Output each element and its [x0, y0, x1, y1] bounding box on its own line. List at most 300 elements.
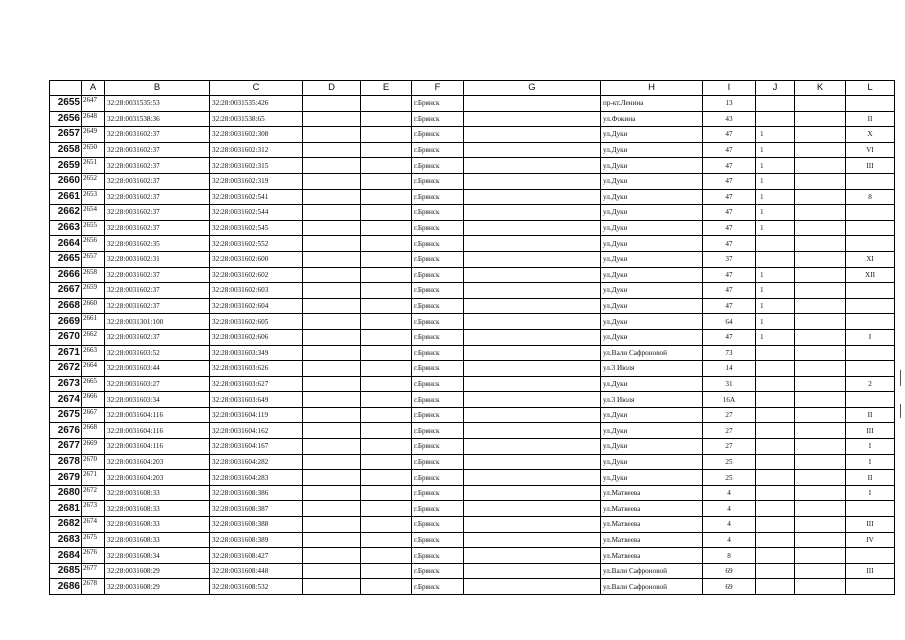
cell-a[interactable]: 2660 [82, 298, 105, 314]
cell-h[interactable]: ул.Дуки [601, 423, 703, 439]
cell-f[interactable]: г.Брянск [412, 142, 464, 158]
column-header[interactable]: L [846, 81, 895, 96]
cell-c[interactable]: 32:28:0031602:544 [210, 205, 303, 221]
cell-f[interactable]: г.Брянск [412, 470, 464, 486]
cell-e[interactable] [361, 563, 412, 579]
cell-f[interactable]: г.Брянск [412, 329, 464, 345]
row-number[interactable]: 2665 [50, 251, 82, 267]
cell-j[interactable]: 1 [756, 283, 795, 299]
cell-g[interactable] [464, 329, 601, 345]
row-number[interactable]: 2675 [50, 407, 82, 423]
cell-b[interactable]: 32:28:0031608:33 [105, 532, 210, 548]
row-number[interactable]: 2664 [50, 236, 82, 252]
cell-a[interactable]: 2647 [82, 96, 105, 112]
row-number[interactable]: 2683 [50, 532, 82, 548]
cell-a[interactable]: 2656 [82, 236, 105, 252]
cell-j[interactable] [756, 532, 795, 548]
cell-g[interactable] [464, 517, 601, 533]
cell-g[interactable] [464, 532, 601, 548]
cell-k[interactable] [795, 548, 846, 564]
cell-h[interactable]: пр-кт.Ленина [601, 96, 703, 112]
cell-k[interactable] [795, 158, 846, 174]
cell-a[interactable]: 2661 [82, 314, 105, 330]
cell-e[interactable] [361, 220, 412, 236]
cell-h[interactable]: ул.Вали Сафроновой [601, 563, 703, 579]
row-number[interactable]: 2677 [50, 439, 82, 455]
cell-l[interactable]: II [846, 111, 895, 127]
cell-c[interactable]: 32:28:0031603:627 [210, 376, 303, 392]
cell-h[interactable]: ул.Дуки [601, 283, 703, 299]
cell-l[interactable] [846, 501, 895, 517]
cell-f[interactable]: г.Брянск [412, 236, 464, 252]
cell-a[interactable]: 2662 [82, 329, 105, 345]
cell-d[interactable] [303, 454, 361, 470]
cell-g[interactable] [464, 220, 601, 236]
cell-d[interactable] [303, 314, 361, 330]
cell-j[interactable]: 1 [756, 127, 795, 143]
cell-h[interactable]: ул.Матвеева [601, 532, 703, 548]
cell-c[interactable]: 32:28:0031608:427 [210, 548, 303, 564]
cell-k[interactable] [795, 111, 846, 127]
cell-i[interactable]: 4 [703, 517, 756, 533]
cell-a[interactable]: 2654 [82, 205, 105, 221]
cell-d[interactable] [303, 563, 361, 579]
cell-k[interactable] [795, 563, 846, 579]
cell-b[interactable]: 32:28:0031608:33 [105, 517, 210, 533]
cell-g[interactable] [464, 314, 601, 330]
cell-d[interactable] [303, 345, 361, 361]
cell-g[interactable] [464, 376, 601, 392]
cell-h[interactable]: ул.Дуки [601, 236, 703, 252]
row-number[interactable]: 2663 [50, 220, 82, 236]
cell-l[interactable]: I [846, 485, 895, 501]
cell-d[interactable] [303, 127, 361, 143]
column-header[interactable]: F [412, 81, 464, 96]
cell-a[interactable]: 2668 [82, 423, 105, 439]
cell-l[interactable] [846, 548, 895, 564]
cell-c[interactable]: 32:28:0031535:426 [210, 96, 303, 112]
cell-e[interactable] [361, 111, 412, 127]
cell-a[interactable]: 2655 [82, 220, 105, 236]
cell-b[interactable]: 32:28:0031608:29 [105, 579, 210, 595]
cell-g[interactable] [464, 407, 601, 423]
cell-e[interactable] [361, 283, 412, 299]
cell-c[interactable]: 32:28:0031602:319 [210, 173, 303, 189]
cell-h[interactable]: ул.Дуки [601, 439, 703, 455]
cell-b[interactable]: 32:28:0031608:33 [105, 485, 210, 501]
cell-i[interactable]: 47 [703, 142, 756, 158]
cell-j[interactable] [756, 96, 795, 112]
cell-b[interactable]: 32:28:0031608:33 [105, 501, 210, 517]
cell-k[interactable] [795, 314, 846, 330]
cell-g[interactable] [464, 283, 601, 299]
cell-a[interactable]: 2657 [82, 251, 105, 267]
cell-c[interactable]: 32:28:0031602:541 [210, 189, 303, 205]
cell-g[interactable] [464, 485, 601, 501]
cell-a[interactable]: 2677 [82, 563, 105, 579]
cell-h[interactable]: ул.Вали Сафроновой [601, 345, 703, 361]
cell-b[interactable]: 32:28:0031603:27 [105, 376, 210, 392]
column-header[interactable]: C [210, 81, 303, 96]
cell-a[interactable]: 2671 [82, 470, 105, 486]
cell-c[interactable]: 32:28:0031602:605 [210, 314, 303, 330]
cell-h[interactable]: ул.Дуки [601, 158, 703, 174]
cell-f[interactable]: г.Брянск [412, 298, 464, 314]
cell-k[interactable] [795, 376, 846, 392]
cell-g[interactable] [464, 173, 601, 189]
cell-j[interactable] [756, 361, 795, 377]
cell-b[interactable]: 32:28:0031602:37 [105, 127, 210, 143]
cell-c[interactable]: 32:28:0031602:308 [210, 127, 303, 143]
cell-l[interactable]: 8 [846, 189, 895, 205]
cell-e[interactable] [361, 236, 412, 252]
cell-h[interactable]: ул.Дуки [601, 205, 703, 221]
cell-e[interactable] [361, 96, 412, 112]
column-header[interactable]: E [361, 81, 412, 96]
row-number[interactable]: 2682 [50, 517, 82, 533]
cell-a[interactable]: 2659 [82, 283, 105, 299]
cell-i[interactable]: 4 [703, 501, 756, 517]
cell-d[interactable] [303, 361, 361, 377]
cell-l[interactable] [846, 220, 895, 236]
column-header[interactable]: D [303, 81, 361, 96]
cell-h[interactable]: ул.Дуки [601, 267, 703, 283]
cell-l[interactable]: III [846, 423, 895, 439]
cell-g[interactable] [464, 127, 601, 143]
cell-b[interactable]: 32:28:0031608:29 [105, 563, 210, 579]
cell-k[interactable] [795, 329, 846, 345]
cell-i[interactable]: 13 [703, 96, 756, 112]
cell-i[interactable]: 27 [703, 439, 756, 455]
cell-k[interactable] [795, 423, 846, 439]
cell-c[interactable]: 32:28:0031602:552 [210, 236, 303, 252]
cell-b[interactable]: 32:28:0031602:37 [105, 298, 210, 314]
cell-i[interactable]: 25 [703, 454, 756, 470]
column-header[interactable]: H [601, 81, 703, 96]
cell-l[interactable] [846, 205, 895, 221]
cell-j[interactable]: 1 [756, 142, 795, 158]
cell-h[interactable]: ул.Вали Сафроновой [601, 579, 703, 595]
cell-g[interactable] [464, 579, 601, 595]
cell-c[interactable]: 32:28:0031602:600 [210, 251, 303, 267]
cell-f[interactable]: г.Брянск [412, 376, 464, 392]
cell-b[interactable]: 32:28:0031602:37 [105, 158, 210, 174]
cell-i[interactable]: 47 [703, 173, 756, 189]
cell-j[interactable]: 1 [756, 329, 795, 345]
cell-c[interactable]: 32:28:0031608:387 [210, 501, 303, 517]
cell-b[interactable]: 32:28:0031538:36 [105, 111, 210, 127]
cell-j[interactable] [756, 236, 795, 252]
cell-b[interactable]: 32:28:0031602:37 [105, 205, 210, 221]
cell-i[interactable]: 16А [703, 392, 756, 408]
cell-l[interactable]: XII [846, 267, 895, 283]
cell-c[interactable]: 32:28:0031602:315 [210, 158, 303, 174]
cell-f[interactable]: г.Брянск [412, 251, 464, 267]
cell-j[interactable]: 1 [756, 220, 795, 236]
row-number[interactable]: 2660 [50, 173, 82, 189]
cell-j[interactable] [756, 439, 795, 455]
cell-a[interactable]: 2675 [82, 532, 105, 548]
cell-f[interactable]: г.Брянск [412, 158, 464, 174]
column-header[interactable]: A [82, 81, 105, 96]
cell-k[interactable] [795, 439, 846, 455]
cell-l[interactable] [846, 345, 895, 361]
cell-e[interactable] [361, 548, 412, 564]
cell-d[interactable] [303, 548, 361, 564]
row-number[interactable]: 2658 [50, 142, 82, 158]
cell-h[interactable]: ул.Дуки [601, 220, 703, 236]
cell-b[interactable]: 32:28:0031602:31 [105, 251, 210, 267]
cell-e[interactable] [361, 439, 412, 455]
cell-d[interactable] [303, 220, 361, 236]
cell-i[interactable]: 69 [703, 579, 756, 595]
cell-k[interactable] [795, 579, 846, 595]
cell-g[interactable] [464, 470, 601, 486]
cell-c[interactable]: 32:28:0031604:167 [210, 439, 303, 455]
row-number[interactable]: 2662 [50, 205, 82, 221]
cell-e[interactable] [361, 579, 412, 595]
cell-j[interactable] [756, 423, 795, 439]
cell-d[interactable] [303, 376, 361, 392]
cell-b[interactable]: 32:28:0031602:35 [105, 236, 210, 252]
cell-g[interactable] [464, 142, 601, 158]
cell-j[interactable]: 1 [756, 205, 795, 221]
cell-g[interactable] [464, 423, 601, 439]
cell-d[interactable] [303, 485, 361, 501]
cell-l[interactable] [846, 392, 895, 408]
cell-c[interactable]: 32:28:0031602:603 [210, 283, 303, 299]
cell-c[interactable]: 32:28:0031602:312 [210, 142, 303, 158]
cell-h[interactable]: ул.Дуки [601, 454, 703, 470]
row-number[interactable]: 2668 [50, 298, 82, 314]
cell-e[interactable] [361, 142, 412, 158]
cell-h[interactable]: ул.Дуки [601, 470, 703, 486]
cell-i[interactable]: 47 [703, 220, 756, 236]
cell-d[interactable] [303, 283, 361, 299]
cell-k[interactable] [795, 267, 846, 283]
cell-b[interactable]: 32:28:0031604:116 [105, 439, 210, 455]
cell-j[interactable] [756, 470, 795, 486]
row-number[interactable]: 2673 [50, 376, 82, 392]
cell-k[interactable] [795, 142, 846, 158]
cell-a[interactable]: 2665 [82, 376, 105, 392]
cell-k[interactable] [795, 173, 846, 189]
row-number[interactable]: 2681 [50, 501, 82, 517]
cell-b[interactable]: 32:28:0031602:37 [105, 142, 210, 158]
cell-c[interactable]: 32:28:0031602:602 [210, 267, 303, 283]
cell-d[interactable] [303, 251, 361, 267]
cell-f[interactable]: г.Брянск [412, 485, 464, 501]
cell-j[interactable]: 1 [756, 267, 795, 283]
cell-k[interactable] [795, 501, 846, 517]
cell-e[interactable] [361, 423, 412, 439]
cell-e[interactable] [361, 205, 412, 221]
cell-h[interactable]: ул.Фокина [601, 111, 703, 127]
cell-c[interactable]: 32:28:0031608:389 [210, 532, 303, 548]
row-number[interactable]: 2657 [50, 127, 82, 143]
cell-a[interactable]: 2667 [82, 407, 105, 423]
cell-k[interactable] [795, 189, 846, 205]
cell-l[interactable]: II [846, 407, 895, 423]
cell-h[interactable]: ул.Дуки [601, 376, 703, 392]
cell-d[interactable] [303, 111, 361, 127]
row-number[interactable]: 2684 [50, 548, 82, 564]
cell-k[interactable] [795, 345, 846, 361]
cell-k[interactable] [795, 392, 846, 408]
cell-i[interactable]: 4 [703, 532, 756, 548]
cell-j[interactable]: 1 [756, 173, 795, 189]
cell-i[interactable]: 47 [703, 283, 756, 299]
cell-d[interactable] [303, 236, 361, 252]
cell-g[interactable] [464, 345, 601, 361]
cell-a[interactable]: 2658 [82, 267, 105, 283]
cell-a[interactable]: 2670 [82, 454, 105, 470]
cell-b[interactable]: 32:28:0031535:53 [105, 96, 210, 112]
cell-c[interactable]: 32:28:0031604:283 [210, 470, 303, 486]
cell-j[interactable] [756, 111, 795, 127]
cell-a[interactable]: 2653 [82, 189, 105, 205]
cell-h[interactable]: ул.Дуки [601, 407, 703, 423]
cell-l[interactable]: I [846, 439, 895, 455]
cell-k[interactable] [795, 454, 846, 470]
cell-j[interactable]: 1 [756, 314, 795, 330]
cell-h[interactable]: ул.Матвеева [601, 501, 703, 517]
cell-l[interactable]: XI [846, 251, 895, 267]
cell-g[interactable] [464, 563, 601, 579]
cell-e[interactable] [361, 485, 412, 501]
cell-f[interactable]: г.Брянск [412, 392, 464, 408]
cell-c[interactable]: 32:28:0031608:388 [210, 517, 303, 533]
cell-l[interactable] [846, 298, 895, 314]
row-number[interactable]: 2685 [50, 563, 82, 579]
cell-g[interactable] [464, 361, 601, 377]
cell-e[interactable] [361, 158, 412, 174]
cell-k[interactable] [795, 127, 846, 143]
cell-g[interactable] [464, 251, 601, 267]
cell-b[interactable]: 32:28:0031602:37 [105, 329, 210, 345]
row-number[interactable]: 2672 [50, 361, 82, 377]
row-number[interactable]: 2674 [50, 392, 82, 408]
cell-i[interactable]: 47 [703, 236, 756, 252]
cell-e[interactable] [361, 127, 412, 143]
cell-l[interactable]: I [846, 329, 895, 345]
cell-k[interactable] [795, 220, 846, 236]
cell-k[interactable] [795, 532, 846, 548]
cell-f[interactable]: г.Брянск [412, 189, 464, 205]
cell-f[interactable]: г.Брянск [412, 267, 464, 283]
cell-i[interactable]: 31 [703, 376, 756, 392]
cell-c[interactable]: 32:28:0031603:349 [210, 345, 303, 361]
cell-l[interactable] [846, 314, 895, 330]
row-number[interactable]: 2680 [50, 485, 82, 501]
cell-i[interactable]: 25 [703, 470, 756, 486]
cell-j[interactable] [756, 454, 795, 470]
cell-j[interactable] [756, 251, 795, 267]
cell-d[interactable] [303, 579, 361, 595]
column-header[interactable]: K [795, 81, 846, 96]
cell-e[interactable] [361, 345, 412, 361]
cell-a[interactable]: 2674 [82, 517, 105, 533]
cell-e[interactable] [361, 361, 412, 377]
cell-b[interactable]: 32:28:0031604:203 [105, 454, 210, 470]
cell-e[interactable] [361, 532, 412, 548]
cell-f[interactable]: г.Брянск [412, 127, 464, 143]
cell-l[interactable] [846, 96, 895, 112]
cell-a[interactable]: 2649 [82, 127, 105, 143]
cell-d[interactable] [303, 392, 361, 408]
cell-c[interactable]: 32:28:0031604:162 [210, 423, 303, 439]
cell-b[interactable]: 32:28:0031301:100 [105, 314, 210, 330]
cell-d[interactable] [303, 189, 361, 205]
cell-k[interactable] [795, 205, 846, 221]
row-number[interactable]: 2655 [50, 96, 82, 112]
cell-b[interactable]: 32:28:0031603:52 [105, 345, 210, 361]
cell-l[interactable] [846, 236, 895, 252]
cell-c[interactable]: 32:28:0031608:386 [210, 485, 303, 501]
cell-j[interactable] [756, 485, 795, 501]
cell-f[interactable]: г.Брянск [412, 314, 464, 330]
cell-f[interactable]: г.Брянск [412, 454, 464, 470]
cell-f[interactable]: г.Брянск [412, 517, 464, 533]
column-header[interactable]: J [756, 81, 795, 96]
cell-c[interactable]: 32:28:0031602:545 [210, 220, 303, 236]
cell-e[interactable] [361, 173, 412, 189]
cell-j[interactable] [756, 345, 795, 361]
cell-j[interactable] [756, 392, 795, 408]
cell-e[interactable] [361, 376, 412, 392]
cell-h[interactable]: ул.Дуки [601, 142, 703, 158]
cell-b[interactable]: 32:28:0031602:37 [105, 220, 210, 236]
cell-a[interactable]: 2672 [82, 485, 105, 501]
cell-h[interactable]: ул.Дуки [601, 329, 703, 345]
cell-g[interactable] [464, 236, 601, 252]
column-header[interactable]: I [703, 81, 756, 96]
cell-d[interactable] [303, 501, 361, 517]
row-number[interactable]: 2669 [50, 314, 82, 330]
cell-i[interactable]: 47 [703, 298, 756, 314]
cell-f[interactable]: г.Брянск [412, 501, 464, 517]
cell-d[interactable] [303, 267, 361, 283]
cell-a[interactable]: 2650 [82, 142, 105, 158]
cell-j[interactable] [756, 579, 795, 595]
cell-l[interactable]: III [846, 158, 895, 174]
cell-i[interactable]: 14 [703, 361, 756, 377]
cell-g[interactable] [464, 298, 601, 314]
cell-g[interactable] [464, 158, 601, 174]
cell-a[interactable]: 2664 [82, 361, 105, 377]
cell-e[interactable] [361, 314, 412, 330]
cell-b[interactable]: 32:28:0031604:116 [105, 423, 210, 439]
cell-b[interactable]: 32:28:0031602:37 [105, 283, 210, 299]
cell-d[interactable] [303, 423, 361, 439]
cell-i[interactable]: 47 [703, 329, 756, 345]
cell-j[interactable] [756, 563, 795, 579]
cell-k[interactable] [795, 236, 846, 252]
cell-h[interactable]: ул.3 Июля [601, 361, 703, 377]
cell-a[interactable]: 2652 [82, 173, 105, 189]
cell-j[interactable] [756, 501, 795, 517]
cell-f[interactable]: г.Брянск [412, 423, 464, 439]
cell-k[interactable] [795, 361, 846, 377]
cell-a[interactable]: 2678 [82, 579, 105, 595]
cell-d[interactable] [303, 470, 361, 486]
cell-i[interactable]: 47 [703, 189, 756, 205]
cell-k[interactable] [795, 470, 846, 486]
cell-b[interactable]: 32:28:0031602:37 [105, 267, 210, 283]
cell-g[interactable] [464, 501, 601, 517]
row-number[interactable]: 2686 [50, 579, 82, 595]
cell-f[interactable]: г.Брянск [412, 220, 464, 236]
